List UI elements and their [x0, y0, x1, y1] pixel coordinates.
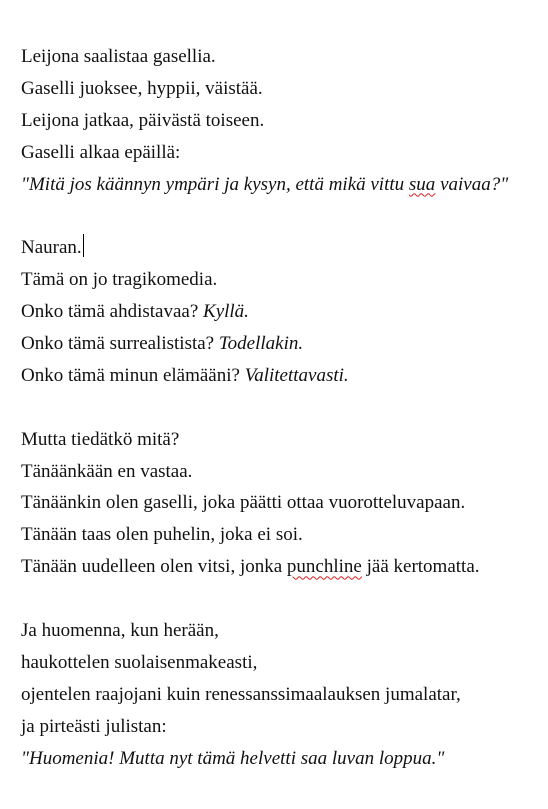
poem-line-quote: [21, 169, 548, 201]
poem-line-quote: "Huomenia! Mutta nyt tämä helvetti saa luvan loppua.": [21, 747, 445, 769]
poem-line: [21, 360, 548, 392]
poem-line: Mutta tiedätkö mitä?: [21, 428, 180, 450]
text-cursor: [83, 234, 85, 257]
blank-line: [21, 583, 548, 615]
text-run: Onko tämä surrealistista?: [21, 333, 219, 355]
poem-line: [21, 232, 548, 264]
poem-line: [21, 551, 548, 583]
poem-line: Leijona saalistaa gasellia.: [21, 46, 216, 67]
text-run: Onko tämä minun elämääni?: [21, 364, 245, 386]
poem-line: ojentelen raajojani kuin renessanssimaalauksen jumalatar,: [21, 683, 461, 705]
blank-line: [21, 392, 548, 424]
blank-line: [21, 200, 548, 232]
text-run: jää kertomatta.: [361, 556, 480, 578]
poem-line: [21, 328, 548, 360]
poem-line: Gaselli juoksee, hyppii, väistää.: [21, 77, 263, 99]
text-run: vaivaa?": [435, 173, 509, 195]
poem-line: Tämä on jo tragikomedia.: [21, 269, 218, 291]
poem-line: ja pirteästi julistan:: [21, 715, 167, 737]
poem-line: Tänäänkään en vastaa.: [21, 460, 193, 482]
poem-line: Ja huomenna, kun herään,: [21, 620, 219, 642]
text-run: Tänään uudelleen olen vitsi, jonka: [21, 556, 287, 578]
poem-line: Tänäänkin olen gaselli, joka päätti ottaa vuorotteluvapaan.: [21, 492, 466, 514]
poem-line: Leijona jatkaa, päivästä toiseen.: [21, 109, 265, 131]
italic-answer: Valitettavasti.: [244, 364, 349, 386]
poem-line: Tänään taas olen puhelin, joka ei soi.: [21, 524, 303, 546]
poem-line: Gaselli alkaa epäillä:: [21, 141, 181, 163]
italic-answer: Todellakin.: [218, 333, 304, 355]
spellcheck-flagged-word[interactable]: sua: [408, 173, 436, 195]
text-run: Onko tämä ahdistavaa?: [21, 301, 204, 323]
poem-line: haukottelen suolaisenmakeasti,: [21, 651, 258, 673]
italic-answer: Kyllä.: [203, 301, 249, 323]
spellcheck-flagged-word[interactable]: punchline: [286, 556, 362, 578]
text-run: Nauran.: [21, 237, 82, 259]
poem-line: [21, 296, 548, 328]
text-run: "Mitä jos käännyn ympäri ja kysyn, että mikä vittu: [21, 173, 409, 195]
